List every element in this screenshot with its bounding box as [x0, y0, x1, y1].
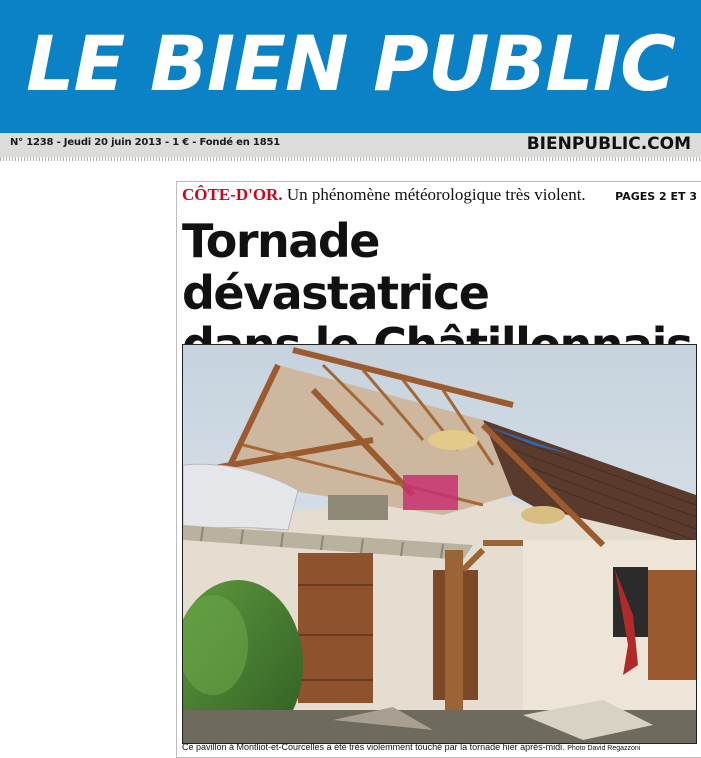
headline-line-1: Tornade dévastatrice	[182, 214, 489, 320]
newspaper-title: LE BIEN PUBLIC	[26, 19, 675, 108]
kicker-region: CÔTE-D'OR.	[182, 185, 283, 204]
masthead	[0, 0, 701, 133]
issue-info-bar	[0, 133, 701, 157]
kicker-text: Un phénomène météorologique très violent.	[286, 185, 586, 204]
photo-caption	[182, 742, 697, 752]
caption-text: Ce pavillon à Montliot-et-Courcelles a été très violemment touché par la tornade hier après-midi.	[182, 742, 565, 752]
kicker	[182, 185, 586, 205]
page-reference: PAGES 2 ET 3	[615, 190, 697, 203]
dotted-divider	[0, 157, 701, 161]
left-column	[0, 170, 165, 756]
photo-credit: Photo David Regazzoni	[567, 745, 641, 752]
tornado-damage-photo[interactable]	[182, 344, 697, 744]
lead-story	[176, 181, 701, 756]
house-photo-illustration	[183, 345, 696, 743]
website-link[interactable]: BIENPUBLIC.COM	[526, 134, 691, 154]
issue-line: N° 1238 - Jeudi 20 juin 2013 - 1 € - Fondé en 1851	[10, 137, 280, 148]
